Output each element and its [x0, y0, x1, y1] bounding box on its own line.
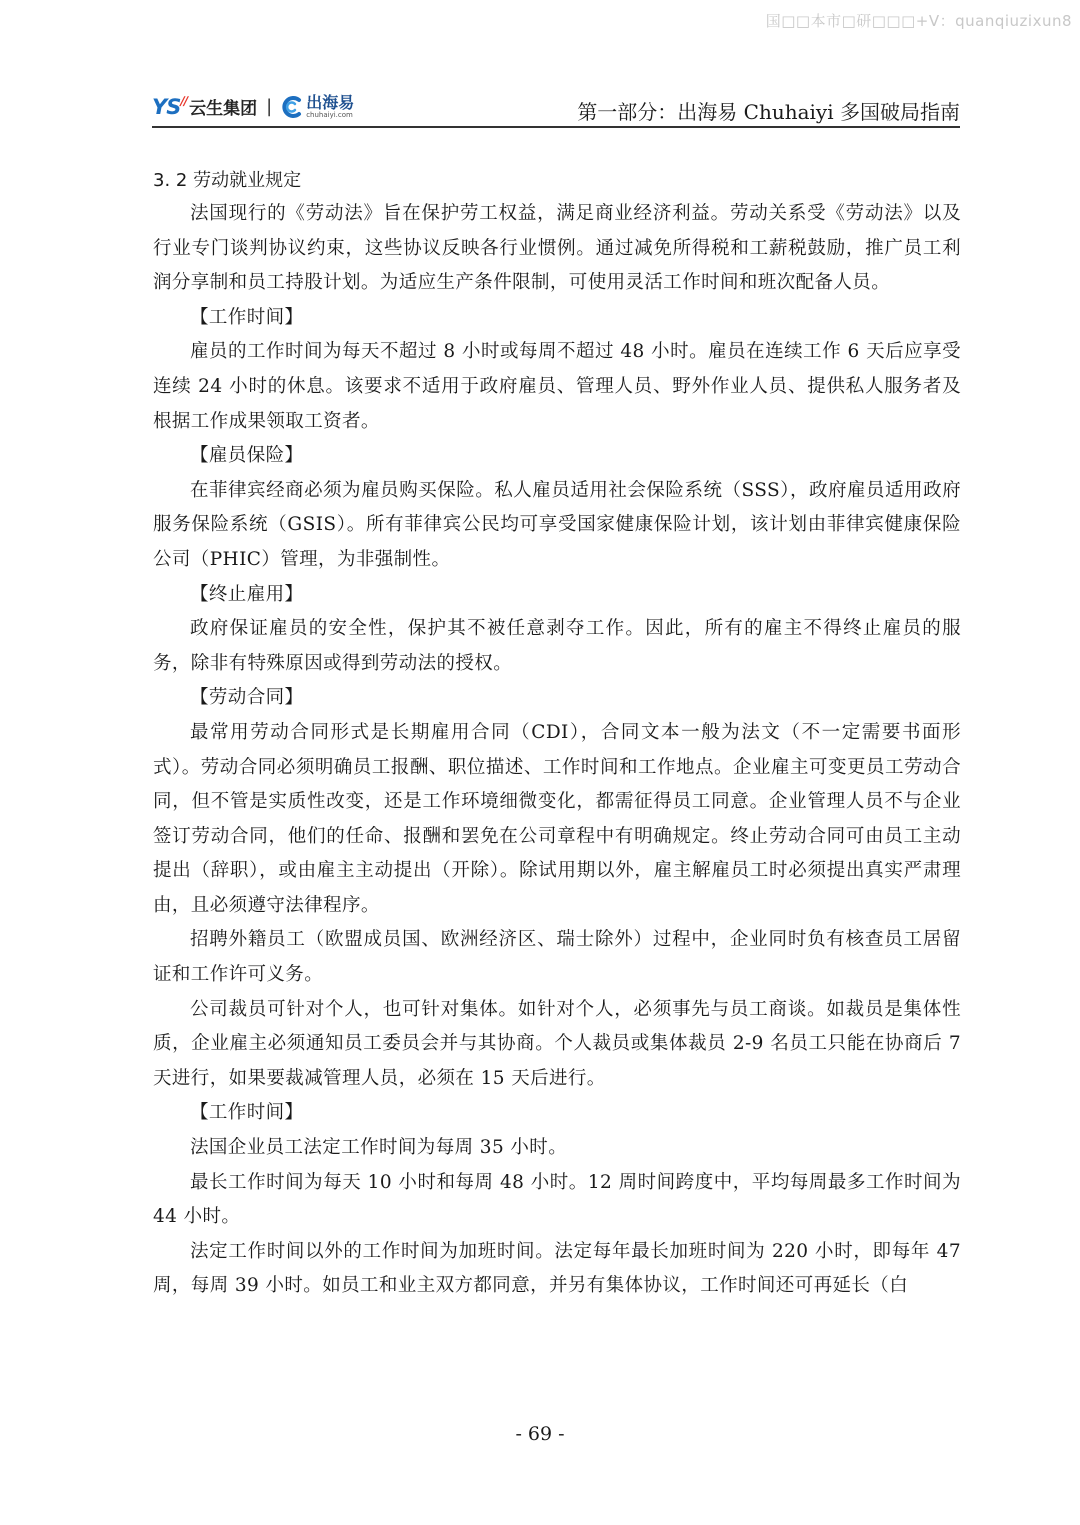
page-header: [152, 92, 960, 126]
document-body: [153, 165, 961, 1304]
paragraph-foreign-employees: 招聘外籍员工（欧盟成员国、欧洲经济区、瑞士除外）过程中，企业同时负有核查员工居留证和工作许可义务。: [153, 929, 961, 986]
subheading-labor-contract: 【劳动合同】: [190, 687, 304, 709]
chuhaiyi-logo: [281, 92, 355, 119]
header-logos: [152, 94, 354, 119]
paragraph-overtime: 法定工作时间以外的工作时间为加班时间。法定每年最长加班时间为 220 小时，即每年 47 周，每周 39 小时。如员工和业主双方都同意，并另有集体协议，工作时间还可再延长（白: [153, 1240, 961, 1297]
yunsheng-logo-mark: YS: [152, 94, 181, 119]
paragraph-legal-hours: 法国企业员工法定工作时间为每周 35 小时。: [190, 1137, 568, 1159]
subheading-termination: 【终止雇用】: [190, 583, 304, 605]
logo-separator: |: [266, 96, 273, 117]
yunsheng-group-name: 云生集团: [189, 99, 258, 119]
subheading-work-hours-france: 【工作时间】: [190, 1102, 304, 1124]
paragraph-max-hours: 最长工作时间为每天 10 小时和每周 48 小时。12 周时间跨度中，平均每周最多工作时间为 44 小时。: [153, 1171, 961, 1228]
paragraph-layoffs: 公司裁员可针对个人，也可针对集体。如针对个人，必须事先与员工商谈。如裁员是集体性质，企业雇主必须通知员工委员会并与其协商。个人裁员或集体裁员 2-9 名员工只能在协商后 7 天进行，如果要裁减管理人员，必须在 15 天后进行。: [153, 998, 961, 1089]
header-title: 第一部分：出海易 Chuhaiyi 多国破局指南: [577, 100, 960, 124]
yunsheng-logo: [152, 95, 187, 119]
chuhaiyi-url: chuhaiyi.com: [306, 110, 353, 119]
header-divider: [152, 126, 960, 128]
section-title: 3. 2 劳动就业规定: [153, 170, 302, 191]
chuhaiyi-name: 出海易: [306, 92, 355, 112]
paragraph-work-hours: 雇员的工作时间为每天不超过 8 小时或每周不超过 48 小时。雇员在连续工作 6 天后应享受连续 24 小时的休息。该要求不适用于政府雇员、管理人员、野外作业人员、提供私人服务者及根据工作成果领取工资者。: [153, 341, 961, 432]
watermark: 国□□本市□研□□□+V：quanqiuzixun8: [765, 12, 1072, 30]
page-number: - 69 -: [515, 1423, 565, 1445]
paragraph-termination: 政府保证雇员的安全性，保护其不被任意剥夺工作。因此，所有的雇主不得终止雇员的服务，除非有特殊原因或得到劳动法的授权。: [153, 618, 961, 674]
chuhaiyi-c-icon: [281, 95, 303, 119]
subheading-employee-insurance: 【雇员保险】: [190, 445, 304, 467]
subheading-work-hours: 【工作时间】: [190, 306, 304, 328]
logo-tick-icon: ∕∕: [180, 93, 188, 108]
paragraph-labor-contract: 最常用劳动合同形式是长期雇用合同（CDI），合同文本一般为法文（不一定需要书面形式）。劳动合同必须明确员工报酬、职位描述、工作时间和工作地点。企业雇主可变更员工劳动合同，但不管是实质性改变，还是工作环境细微变化，都需征得员工同意。企业管理人员不与企业签订劳动合同，他们的任命、报酬和罢免在公司章程中有明确规定。终止劳动合同可由员工主动提出（辞职），或由雇主主动提出（开除）。除试用期以外，雇主解雇员工时必须提出真实严肃理由，且必须遵守法律程序。: [153, 721, 961, 916]
paragraph-employee-insurance: 在菲律宾经商必须为雇员购买保险。私人雇员适用社会保险系统（SSS），政府雇员适用政府服务保险系统（GSIS）。所有菲律宾公民均可享受国家健康保险计划，该计划由菲律宾健康保险公司（PHIC）管理，为非强制性。: [153, 479, 961, 570]
paragraph-intro: 法国现行的《劳动法》旨在保护劳工权益，满足商业经济利益。劳动关系受《劳动法》以及行业专门谈判协议约束，这些协议反映各行业惯例。通过减免所得税和工薪税鼓励，推广员工利润分享制和员工持股计划。为适应生产条件限制，可使用灵活工作时间和班次配备人员。: [153, 203, 961, 294]
